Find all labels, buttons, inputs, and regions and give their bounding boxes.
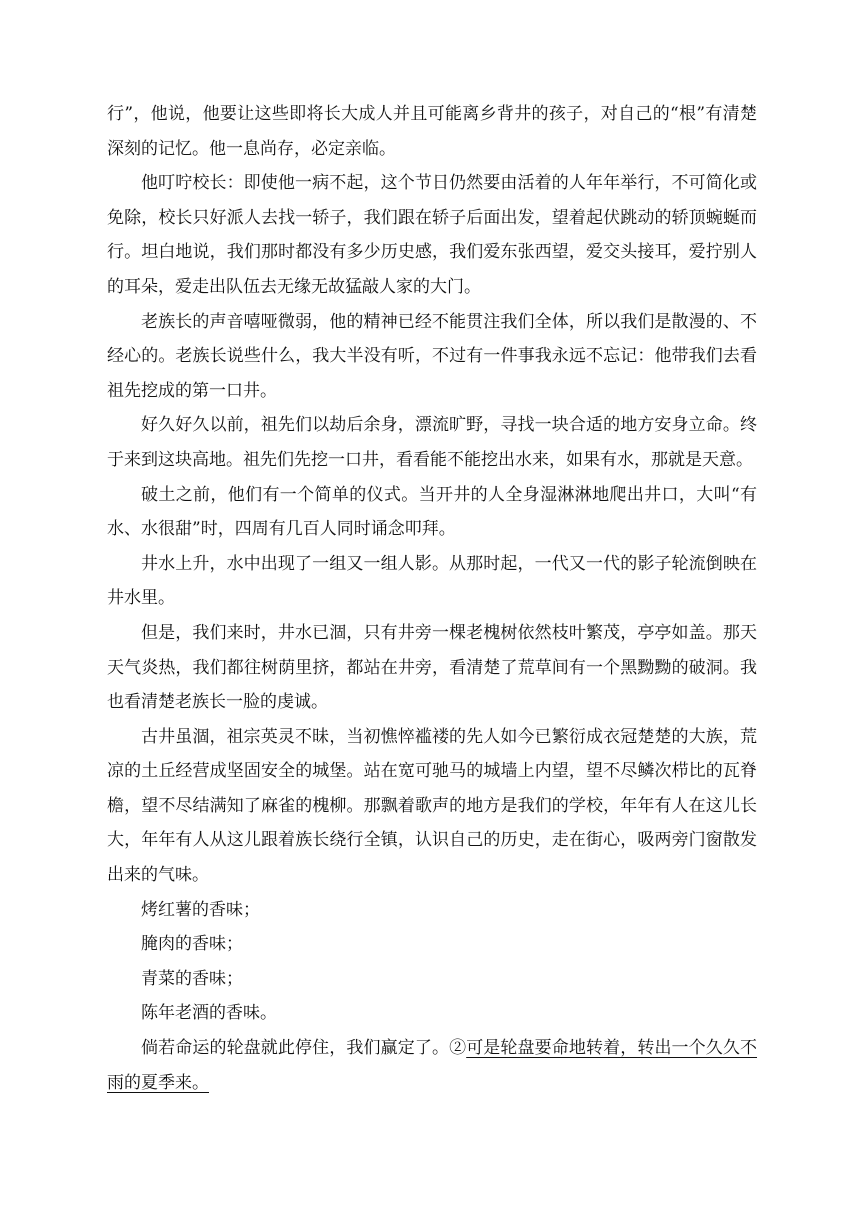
final-paragraph-lead: 倘若命运的轮盘就此停住，我们赢定了。 [141, 1038, 450, 1059]
paragraph-2: 他叮咛校长：即使他一病不起，这个节日仍然要由活着的人年年举行，不可简化或免除，校长只好派人去找一轿子，我们跟在轿子后面出发，望着起伏跳动的轿顶蜿蜒而行。坦白地说，我们那时都没有多少历史感，我们爱东张西望，爱交头接耳，爱拧别人的耳朵，爱走出队伍去无缘无故猛敲人家的大门。 [107, 173, 757, 297]
paragraph-4: 好久好久以前，祖先们以劫后余身，漂流旷野，寻找一块合适的地方安身立命。终于来到这块高地。祖先们先挖一口井，看看能不能挖出水来，如果有水，那就是天意。 [107, 415, 757, 470]
paragraph-1: 行”，他说，他要让这些即将长大成人并且可能离乡背井的孩子，对自己的“根”有清楚深刻的记忆。他一息尚存，必定亲临。 [107, 104, 757, 159]
paragraph-8: 古井虽涸，祖宗英灵不昧，当初憔悴褴褛的先人如今已繁衍成衣冠楚楚的大族，荒凉的土丘经营成坚固安全的城堡。站在宽可驰马的城墙上内望，望不尽鳞次栉比的瓦脊檐，望不尽结满知了麻雀的槐柳。那飘着歌声的地方是我们的学校，年年有人在这儿长大，年年有人从这儿跟着族长绕行全镇，认识自己的历史，走在街心，吸两旁门窗散发出来的气味。 [107, 726, 757, 886]
paragraph-7: 但是，我们来时，井水已涸，只有井旁一棵老槐树依然枝叶繁茂，亭亭如盖。那天天气炎热，我们都往树荫里挤，都站在井旁，看清楚了荒草间有一个黑黝黝的破洞。我也看清楚老族长一脸的虔诚。 [107, 622, 757, 713]
list-line-3: 青菜的香味； [141, 968, 243, 989]
question-marker: ② [449, 1038, 467, 1059]
list-line-1: 烤红薯的香味； [141, 899, 260, 920]
document-page [107, 97, 757, 1100]
final-paragraph [107, 1031, 757, 1100]
paragraph-3: 老族长的声音嘻哑微弱，他的精神已经不能贯注我们全体，所以我们是散漫的、不经心的。老族长说些什么，我大半没有听，不过有一件事我永远不忘记：他带我们去看祖先挖成的第一口井。 [107, 311, 757, 401]
list-line-4: 陈年老酒的香味。 [141, 1003, 277, 1024]
paragraph-5: 破土之前，他们有一个简单的仪式。当开井的人全身湿淋淋地爬出井口，大叫“有水、水很甜”时，四周有几百人同时诵念叩拜。 [107, 484, 757, 540]
list-line-2: 腌肉的香味； [141, 934, 243, 955]
paragraph-6: 井水上升，水中出现了一组又一组人影。从那时起，一代又一代的影子轮流倒映在井水里。 [107, 553, 757, 609]
underlined-sentence: 可是轮盘要命地转着，转出一个久久不雨的夏季来。 [107, 1038, 758, 1093]
